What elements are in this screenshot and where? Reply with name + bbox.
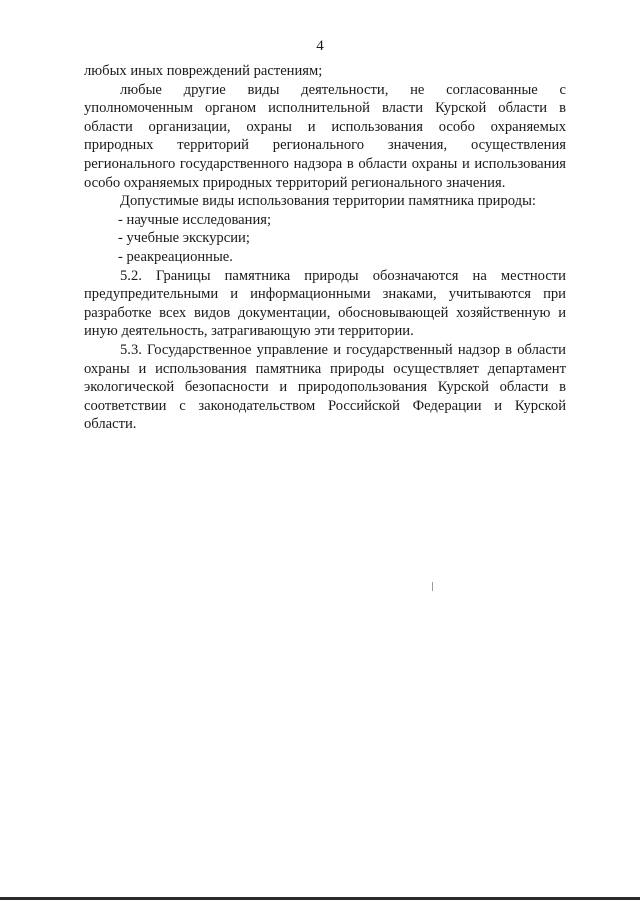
page-number: 4	[316, 38, 324, 54]
paragraph-5-2: 5.2. Границы памятника природы обозначаются на местности предупредительными и информационными знаками, учитываются при разработке всех видов документации, обосновывающей хозяйственную и иную деятельность, затрагивающую эти территории.	[84, 267, 566, 340]
list-item-excursions: - учебные экскурсии;	[118, 230, 250, 247]
list-item-recreational: - реакреационные.	[118, 248, 233, 265]
list-item-research: - научные исследования;	[118, 211, 272, 228]
paragraph-other-activities: любые другие виды деятельности, не согласованные с уполномоченным органом исполнительной власти Курской области в области организации, охраны и использования особо охраняемых природных территорий регионального значения, осуществления регионального государственного надзора в области охраны и использования особо охраняемых природных территорий регионального значения.	[84, 81, 566, 191]
paragraph-permitted-uses: Допустимые виды использования территории памятника природы:	[120, 193, 536, 210]
scan-bottom-edge	[0, 897, 640, 900]
document-body	[84, 62, 566, 434]
paragraph-continuation: любых иных повреждений растениям;	[84, 63, 323, 79]
paragraph-5-3: 5.3. Государственное управление и государственный надзор в области охраны и использования памятника природы осуществляет департамент экологической безопасности и природопользования Курской области в соответствии с законодательством Российской Федерации и Курской области.	[84, 341, 566, 433]
scan-artifact	[432, 582, 433, 591]
